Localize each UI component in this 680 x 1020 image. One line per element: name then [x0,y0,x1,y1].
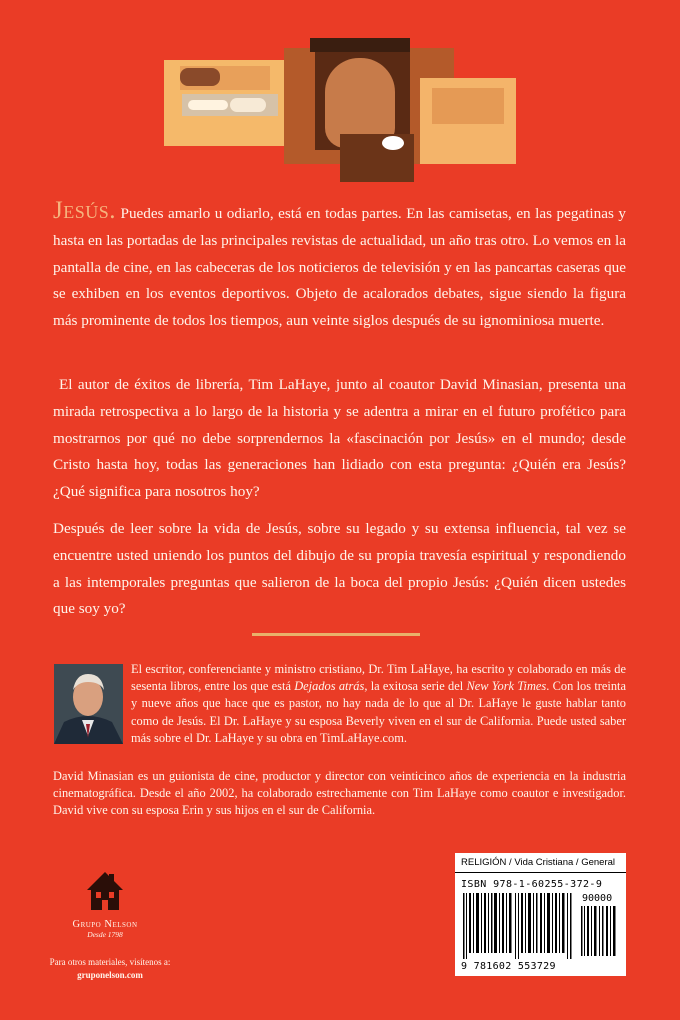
website-url: gruponelson.com [77,970,143,980]
lahaye-bio-newspaper: New York Times [466,679,547,694]
section-divider [252,633,420,636]
publisher-house-icon [85,868,125,912]
price-code-label: 90000 [582,893,613,904]
publisher-logo [62,868,148,939]
publisher-name: Grupo Nelson [72,919,138,930]
intro-paragraph [53,198,626,335]
category-label: RELIGIÓN / Vida Cristiana / General [455,853,626,873]
price-barcode [581,906,619,956]
intro-lead-word: Jesús. [53,197,116,224]
lahaye-bio-book-title: Dejados atrás [294,679,365,694]
lahaye-bio-text-2: , la exitosa serie del [364,679,467,694]
lahaye-bio [131,661,626,747]
closing-paragraph: Después de leer sobre la vida de Jesús, sobre su legado y su extensa influencia, tal vez se encuentre usted uniendo los puntos del dibujo de su propia travesía espiritual y respondiendo a las intemporales preguntas que salieron de la boca del propio Jesús: ¿Quién dicen ustedes que soy yo? [53,520,626,618]
intro-text: Puedes amarlo u odiarlo, está en todas partes. En las camisetas, en las pegatinas y hasta en las portadas de las principales revistas de actualidad, un año tras otro. Lo vemos en la pantalla de cine, en las cabeceras de los noticieros de televisión y en las pancartas caseras que se exhiben en los eventos deportivos. Objeto de acalorados debates, sigue siendo la figura más prominente de todos los tiempos, aun veinte siglos después de su ignominiosa muerte. [53,205,626,330]
publisher-since: Desde 1798 [87,930,123,939]
minasian-bio: David Minasian es un guionista de cine, productor y director con veinticinco años de experiencia en la industria cinematográfica. Desde el año 2002, ha colaborado estrechamente con Tim LaHaye como coautor e investigador. David vive con su esposa Erin y sus hijos en el sur de California. [53,769,626,818]
isbn-barcode [461,893,577,959]
barcode-panel [455,853,626,976]
cover-art-collage [160,38,520,183]
lahaye-bio-text-1: El escritor, conferenciante y ministro cristiano, Dr. Tim LaHaye, ha escrito y colaborado en más de sesenta libros, entre los que está [131,662,626,694]
author-photo [54,664,123,744]
isbn-label: ISBN 978-1-60255-372-9 [461,879,603,890]
author-paragraph: El autor de éxitos de librería, Tim LaHaye, junto al coautor David Minasian, presenta una mirada retrospectiva a lo largo de la historia y se adentra a mirar en el futuro profético para mostrarnos por qué no debe sorprendernos la «fascinación por Jesús» en el mundo; desde Cristo hasta hoy, todas las generaciones han lidiado con esta pregunta: ¿Quién era Jesús? ¿Qué significa para nosotros hoy? [53,376,626,501]
publisher-website-note [40,956,180,982]
lahaye-bio-text-3: . Con los treinta y nueve años que hace que es pastor, no hay nada de lo que al Dr. LaHaye le guste hablar tanto como de Jesús. El Dr. LaHaye y su esposa Beverly viven en el sur de California. Puede usted saber más sobre el Dr. LaHaye y su obra en TimLaHaye.com. [131,679,627,745]
barcode-digits: 9 781602 553729 [461,961,556,972]
website-note-line: Para otros materiales, visítenos a: [49,957,171,967]
